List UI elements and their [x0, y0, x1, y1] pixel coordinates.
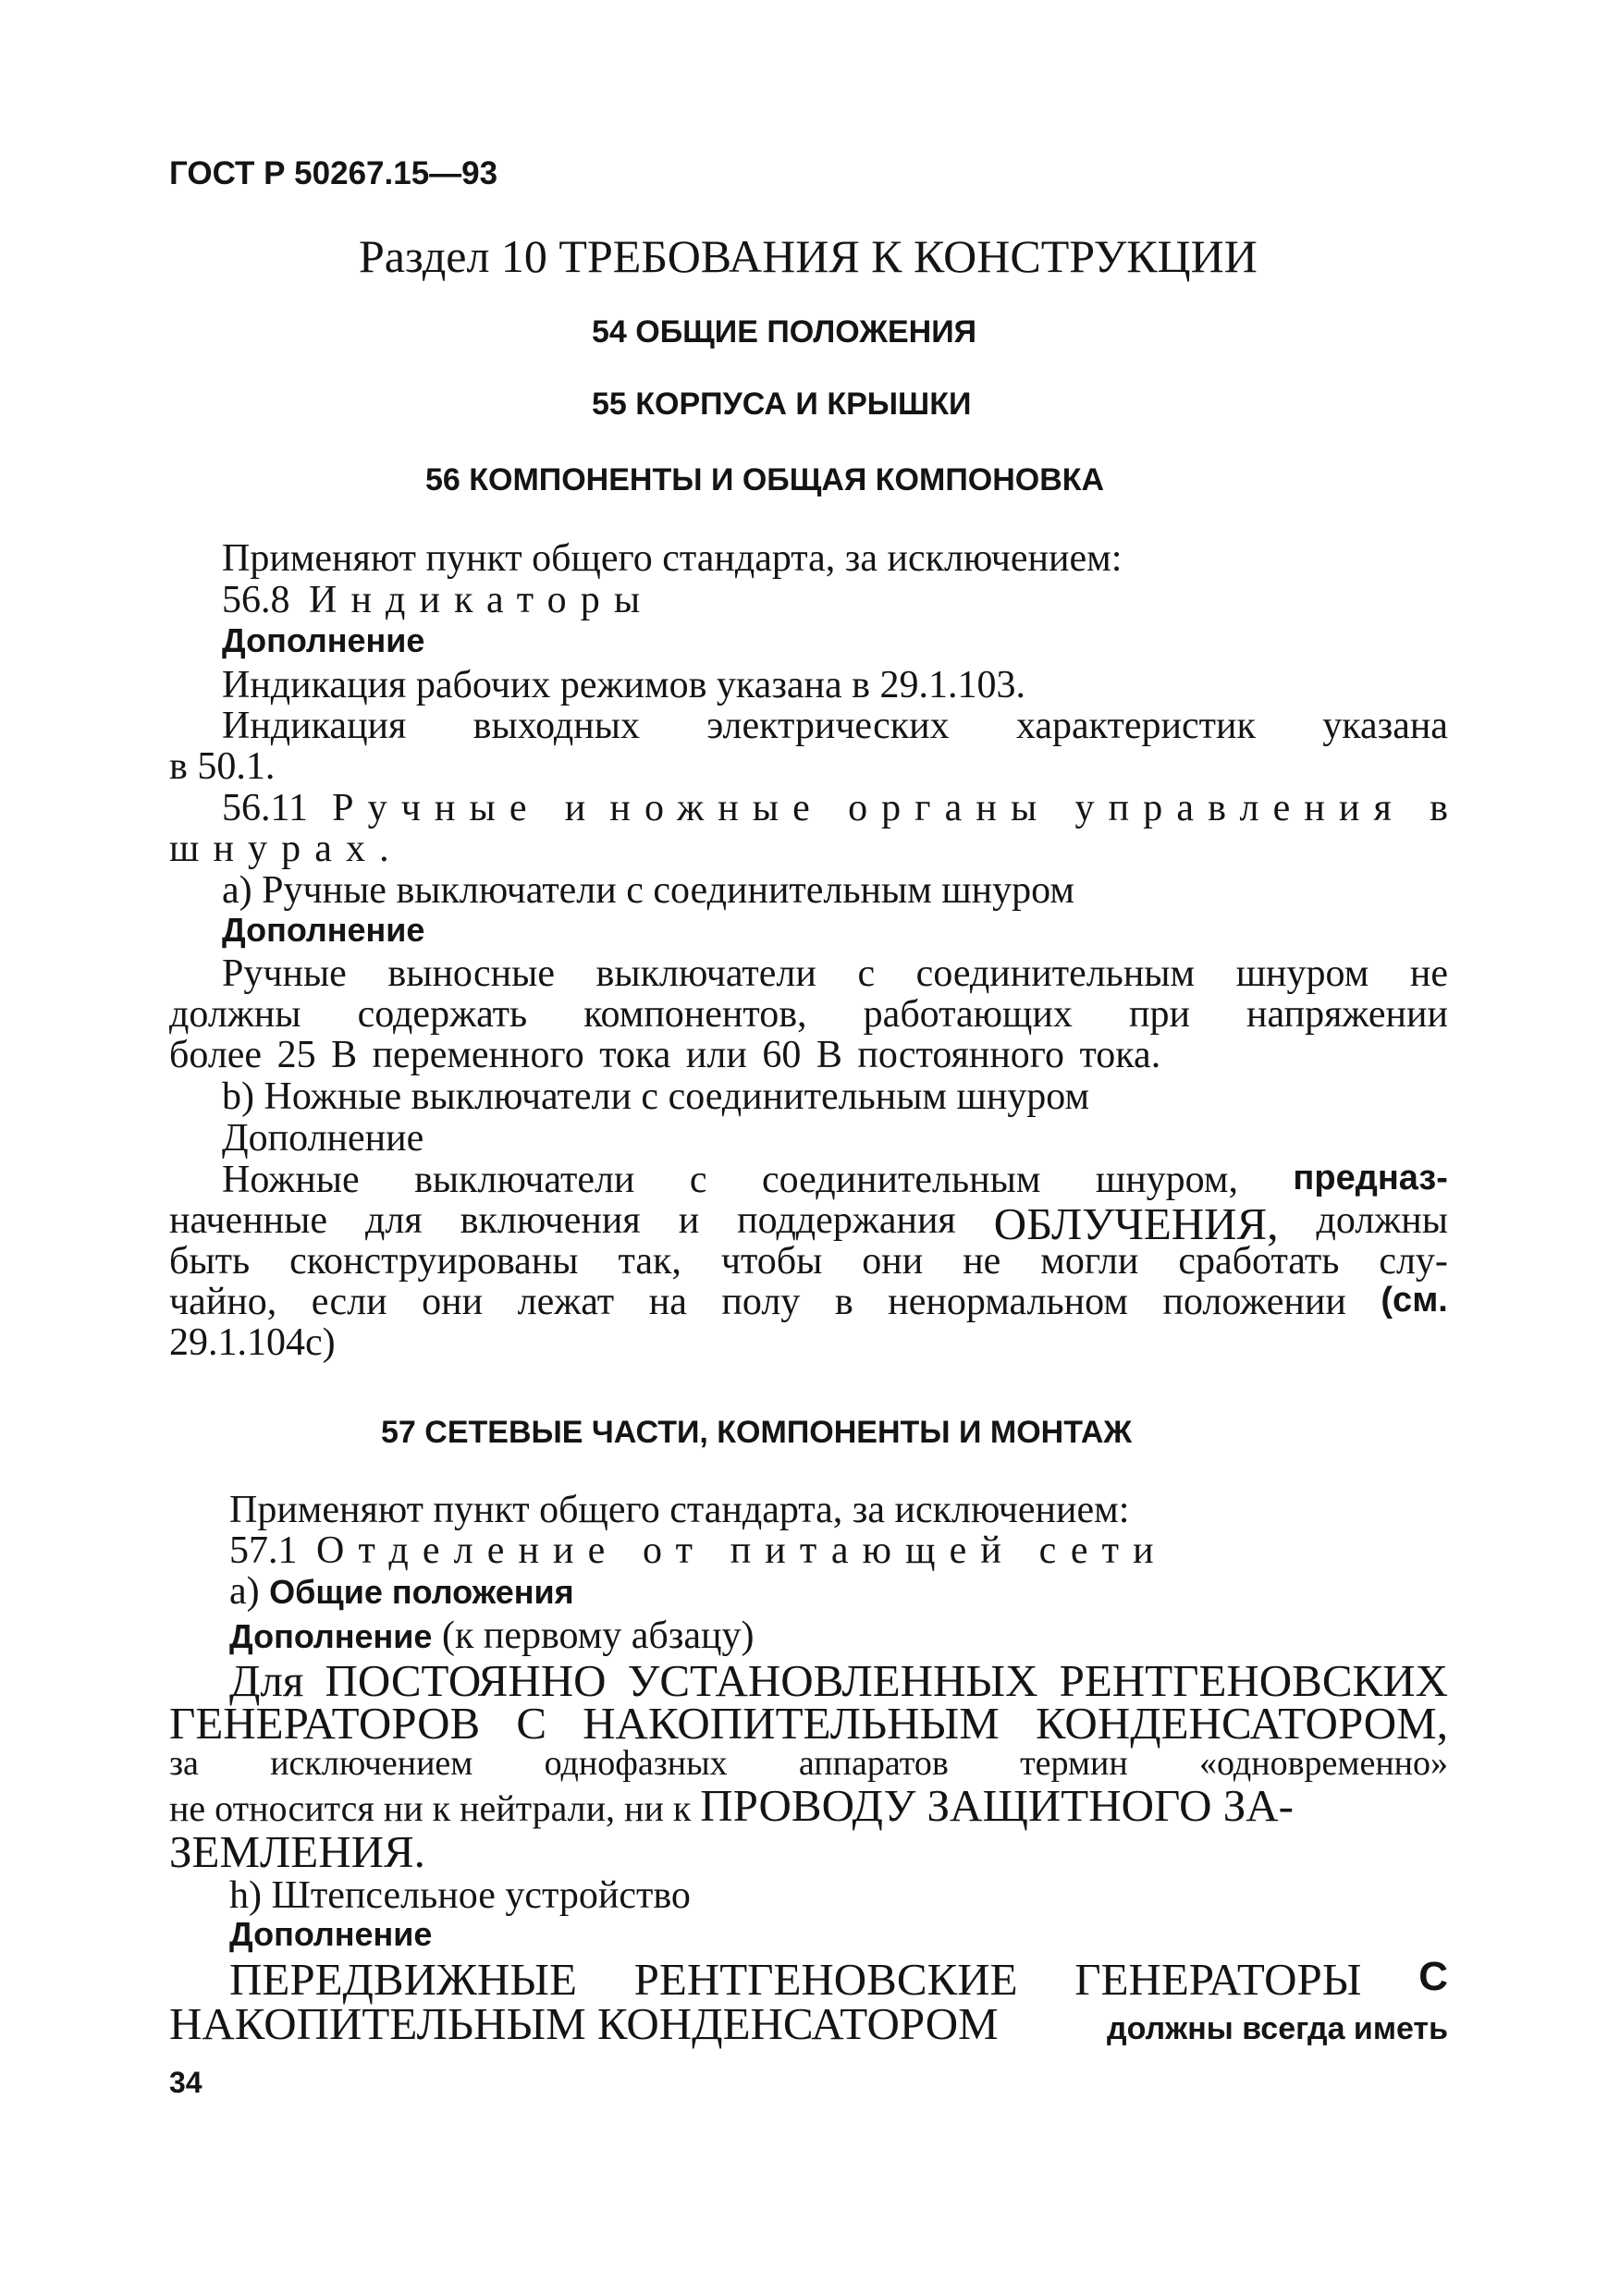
item-b-foot-switches: b) Ножные выключатели с соединительным шнуром — [222, 1075, 1090, 1118]
addition-label: Дополнение — [222, 1117, 424, 1160]
word: «одновременно» — [1199, 1744, 1448, 1783]
word: (см. — [1381, 1281, 1448, 1320]
clause-56-11-number: 56.11 — [222, 787, 308, 829]
word: слу- — [1379, 1240, 1448, 1283]
word: могли — [1040, 1240, 1139, 1283]
addition-first-paragraph — [229, 1616, 755, 1655]
word: содержать — [357, 993, 528, 1036]
item-a-hand-switches: a) Ручные выключатели с соединительным шнуром — [222, 869, 1074, 912]
word: поддержания — [737, 1199, 956, 1242]
heading-55: 55 КОРПУСА И КРЫШКИ — [592, 387, 972, 422]
word: переменного — [372, 1034, 584, 1076]
paragraph-line — [229, 1954, 1448, 2005]
capacitor-term: НАКОПИТЕЛЬНЫМ КОНДЕНСАТОРОМ — [169, 1998, 999, 2049]
word: и — [564, 787, 586, 829]
word: ОБЛУЧЕНИЯ, — [993, 1198, 1279, 1249]
heading-57: 57 СЕТЕВЫЕ ЧАСТИ, КОМПОНЕНТЫ И МОНТАЖ — [381, 1415, 1133, 1450]
word: соединительным — [915, 952, 1196, 995]
paragraph-line — [169, 995, 1448, 1034]
word: предназ- — [1293, 1159, 1448, 1197]
paragraph-line — [169, 1036, 1160, 1074]
paragraph-line — [169, 1998, 1448, 2049]
paragraph-line — [169, 1698, 1448, 1749]
word: работающих — [863, 993, 1073, 1036]
paragraph-line — [169, 1780, 1294, 1831]
word: управления — [1074, 787, 1405, 829]
word: аппаратов — [798, 1744, 949, 1783]
word: 60 — [762, 1034, 802, 1076]
word: и — [678, 1199, 700, 1242]
word: тока. — [1079, 1034, 1161, 1076]
clause-56-11-continuation: шнурах. — [169, 828, 403, 870]
heading-54: 54 ОБЩИЕ ПОЛОЖЕНИЯ — [592, 314, 977, 350]
addition-label: Дополнение — [229, 1915, 433, 1953]
word: Для — [229, 1655, 304, 1706]
word: выносные — [387, 952, 555, 995]
word: шнуром, — [1095, 1159, 1238, 1201]
word: ГЕНЕРАТОРЫ — [1074, 1954, 1362, 2005]
word: ПЕРЕДВИЖНЫЕ — [229, 1954, 577, 2005]
addition-note: (к первому абзацу) — [441, 1615, 755, 1657]
word: включения — [460, 1199, 641, 1242]
line-text: не относится ни к нейтрали, ни к — [169, 1787, 692, 1829]
word: не — [963, 1240, 1001, 1283]
paragraph-line — [229, 1655, 1448, 1706]
word: РЕНТГЕНОВСКИЕ — [633, 1954, 1018, 2005]
word: должны — [1316, 1199, 1448, 1242]
word: 25 — [276, 1034, 316, 1076]
word: в — [834, 1281, 853, 1323]
indication-outputs-line — [222, 706, 1448, 745]
clause-57-1 — [229, 1531, 1168, 1570]
word: соединительным — [761, 1159, 1041, 1201]
word: более — [169, 1034, 263, 1076]
word: с — [857, 952, 876, 995]
word: за — [169, 1744, 199, 1783]
indication-outputs-continuation: в 50.1. — [169, 745, 276, 788]
item-a-title: Общие положения — [269, 1573, 574, 1611]
word: напряжении — [1246, 993, 1448, 1036]
word: Ножные — [222, 1159, 360, 1201]
word: однофазных — [544, 1744, 728, 1783]
s57-intro: Применяют пункт общего стандарта, за исключением: — [229, 1489, 1130, 1531]
word: лежат — [517, 1281, 615, 1323]
protective-earth-term: ПРОВОДУ ЗАЩИТНОГО ЗА- — [700, 1780, 1294, 1831]
paragraph-line: ЗЕМЛЕНИЯ. — [169, 1826, 425, 1877]
word: органы — [848, 787, 1051, 829]
word: на — [648, 1281, 687, 1323]
word: для — [365, 1199, 423, 1242]
word: ПОСТОЯННО — [325, 1655, 607, 1706]
word: исключением — [270, 1744, 473, 1783]
word: не — [1409, 952, 1448, 995]
s56-intro: Применяют пункт общего стандарта, за исключением: — [222, 537, 1123, 580]
clause-56-8-number: 56.8 — [222, 579, 290, 621]
word: НАКОПИТЕЛЬНЫМ — [583, 1698, 1000, 1749]
word: Ручные — [222, 952, 347, 995]
word: сработать — [1178, 1240, 1340, 1283]
word: тока — [599, 1034, 671, 1076]
word: термин — [1020, 1744, 1128, 1783]
indication-modes-text: Индикация рабочих режимов указана в 29.1.103. — [222, 664, 1025, 706]
word: или — [685, 1034, 747, 1076]
word: выключатели — [414, 1159, 635, 1201]
word: компонентов, — [583, 993, 807, 1036]
heading-56: 56 КОМПОНЕНТЫ И ОБЩАЯ КОМПОНОВКА — [425, 462, 1105, 497]
clause-57-1-number: 57.1 — [229, 1529, 298, 1572]
item-a-general — [229, 1572, 574, 1611]
word: постоянного — [857, 1034, 1064, 1076]
word: чайно, — [169, 1281, 277, 1323]
word: шнуром — [1235, 952, 1369, 995]
addition-label: Дополнение — [229, 1617, 433, 1655]
word: наченные — [169, 1199, 328, 1242]
word: быть — [169, 1240, 251, 1283]
item-a-prefix: a) — [229, 1570, 260, 1613]
word: сконструированы — [289, 1240, 579, 1283]
addition-label: Дополнение — [222, 621, 425, 659]
word: при — [1128, 993, 1190, 1036]
word: В — [331, 1034, 358, 1076]
word: Ручные — [332, 787, 541, 829]
word: электрических — [706, 705, 950, 747]
word: КОНДЕНСАТОРОМ, — [1035, 1698, 1448, 1749]
word: ненормальном — [888, 1281, 1128, 1323]
reference-29-1-104c: 29.1.104c) — [169, 1321, 336, 1364]
word: положении — [1162, 1281, 1346, 1323]
clause-56-8-title: Индикаторы — [309, 579, 655, 621]
word: они — [422, 1281, 484, 1323]
word: УСТАНОВЛЕННЫХ — [627, 1655, 1038, 1706]
word: если — [311, 1281, 387, 1323]
line-tail: должны всегда иметь — [1107, 2011, 1448, 2046]
word: они — [862, 1240, 924, 1283]
word: выходных — [472, 705, 640, 747]
standard-code-header: ГОСТ Р 50267.15—93 — [169, 155, 498, 191]
word: должны — [169, 993, 301, 1036]
item-h-plug-device: h) Штепсельное устройство — [229, 1874, 691, 1917]
word: так, — [618, 1240, 681, 1283]
addition-label: Дополнение — [222, 911, 425, 949]
clause-57-1-title: Отделение от питающей сети — [316, 1529, 1168, 1572]
page-number: 34 — [169, 2066, 202, 2099]
word: ГЕНЕРАТОРОВ — [169, 1698, 481, 1749]
word: характеристик — [1015, 705, 1256, 747]
word: В — [816, 1034, 842, 1076]
word: чтобы — [720, 1240, 823, 1283]
word: С — [1418, 1954, 1448, 1999]
word: выключатели — [595, 952, 816, 995]
word: С — [516, 1698, 547, 1749]
word: в — [1430, 787, 1448, 829]
word: указана — [1322, 705, 1448, 747]
clause-56-11-line — [222, 789, 1448, 828]
word: с — [689, 1159, 707, 1201]
paragraph-line — [222, 954, 1448, 993]
section-title: Раздел 10 ТРЕБОВАНИЯ К КОНСТРУКЦИИ — [359, 230, 1258, 282]
word: ножные — [609, 787, 824, 829]
word: РЕНТГЕНОВСКИХ — [1059, 1655, 1448, 1706]
paragraph-line — [169, 1242, 1448, 1281]
word: Индикация — [222, 705, 407, 747]
paragraph-line — [169, 1746, 1448, 1781]
word: полу — [721, 1281, 801, 1323]
clause-56-8 — [222, 581, 654, 620]
paragraph-line — [222, 1160, 1448, 1199]
paragraph-line — [169, 1283, 1448, 1321]
